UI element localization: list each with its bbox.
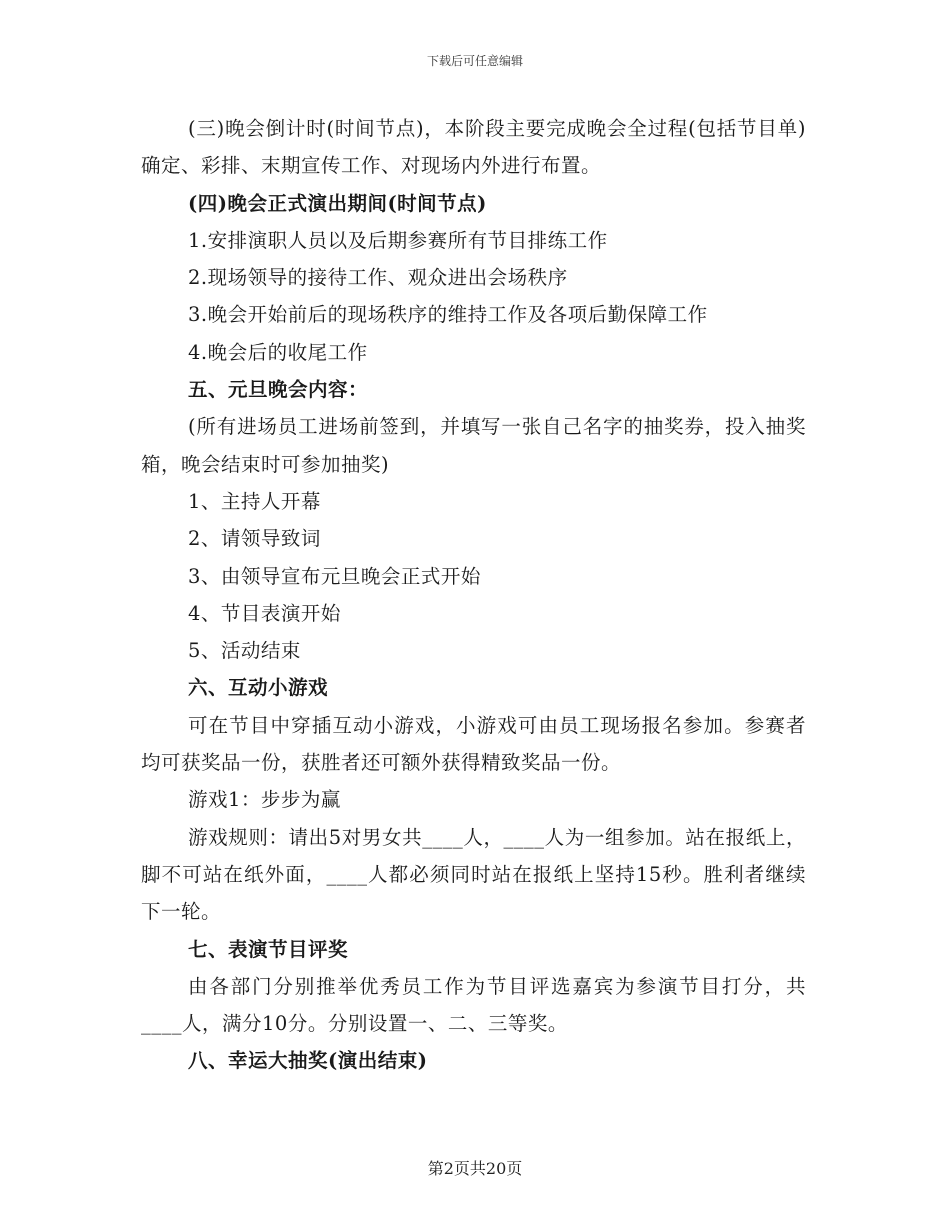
list-item: 4、节目表演开始 <box>188 601 341 625</box>
list-item: 4.晚会后的收尾工作 <box>188 340 368 364</box>
list-item: 2.现场领导的接待工作、观众进出会场秩序 <box>188 266 568 290</box>
list-item: 3.晚会开始前后的现场秩序的维持工作及各项后勤保障工作 <box>188 303 708 327</box>
document-body <box>141 110 806 1080</box>
page-header: 下载后可任意编辑 <box>426 54 523 68</box>
list-item: 1、主持人开幕 <box>188 489 321 513</box>
section-heading-six: 六、互动小游戏 <box>188 676 329 700</box>
paragraph-game-name: 游戏1：步步为赢 <box>188 788 341 812</box>
list-item: 2、请领导致词 <box>188 527 321 551</box>
page-footer: 第2页共20页 <box>427 1159 523 1178</box>
heading-stage-four: (四)晚会正式演出期间(时间节点) <box>188 191 487 215</box>
paragraph-judging: 由各部门分别推举优秀员工作为节目评选嘉宾为参演节目打分，共____人，满分10分。分别设置一、二、三等奖。 <box>141 974 806 1036</box>
list-item: 1.安排演职人员以及后期参赛所有节目排练工作 <box>188 228 608 252</box>
section-heading-five: 五、元旦晚会内容： <box>188 378 369 402</box>
paragraph-stage-three: (三)晚会倒计时(时间节点)，本阶段主要完成晚会全过程(包括节目单)确定、彩排、末期宣传工作、对现场内外进行布置。 <box>141 117 806 178</box>
list-item: 3、由领导宣布元旦晚会正式开始 <box>188 564 481 588</box>
paragraph-game-intro: 可在节目中穿插互动小游戏，小游戏可由员工现场报名参加。参赛者均可获奖品一份，获胜者还可额外获得精致奖品一份。 <box>141 713 806 775</box>
list-item: 5、活动结束 <box>188 639 301 663</box>
section-heading-eight: 八、幸运大抽奖(演出结束) <box>188 1049 428 1073</box>
paragraph-note: (所有进场员工进场前签到，并填写一张自己名字的抽奖券，投入抽奖箱，晚会结束时可参加抽奖) <box>141 415 806 476</box>
paragraph-game-rules: 游戏规则：请出5对男女共____人，____人为一组参加。站在报纸上，脚不可站在纸外面，____人都必须同时站在报纸上坚持15秒。胜利者继续下一轮。 <box>141 825 806 924</box>
section-heading-seven: 七、表演节目评奖 <box>188 937 349 961</box>
